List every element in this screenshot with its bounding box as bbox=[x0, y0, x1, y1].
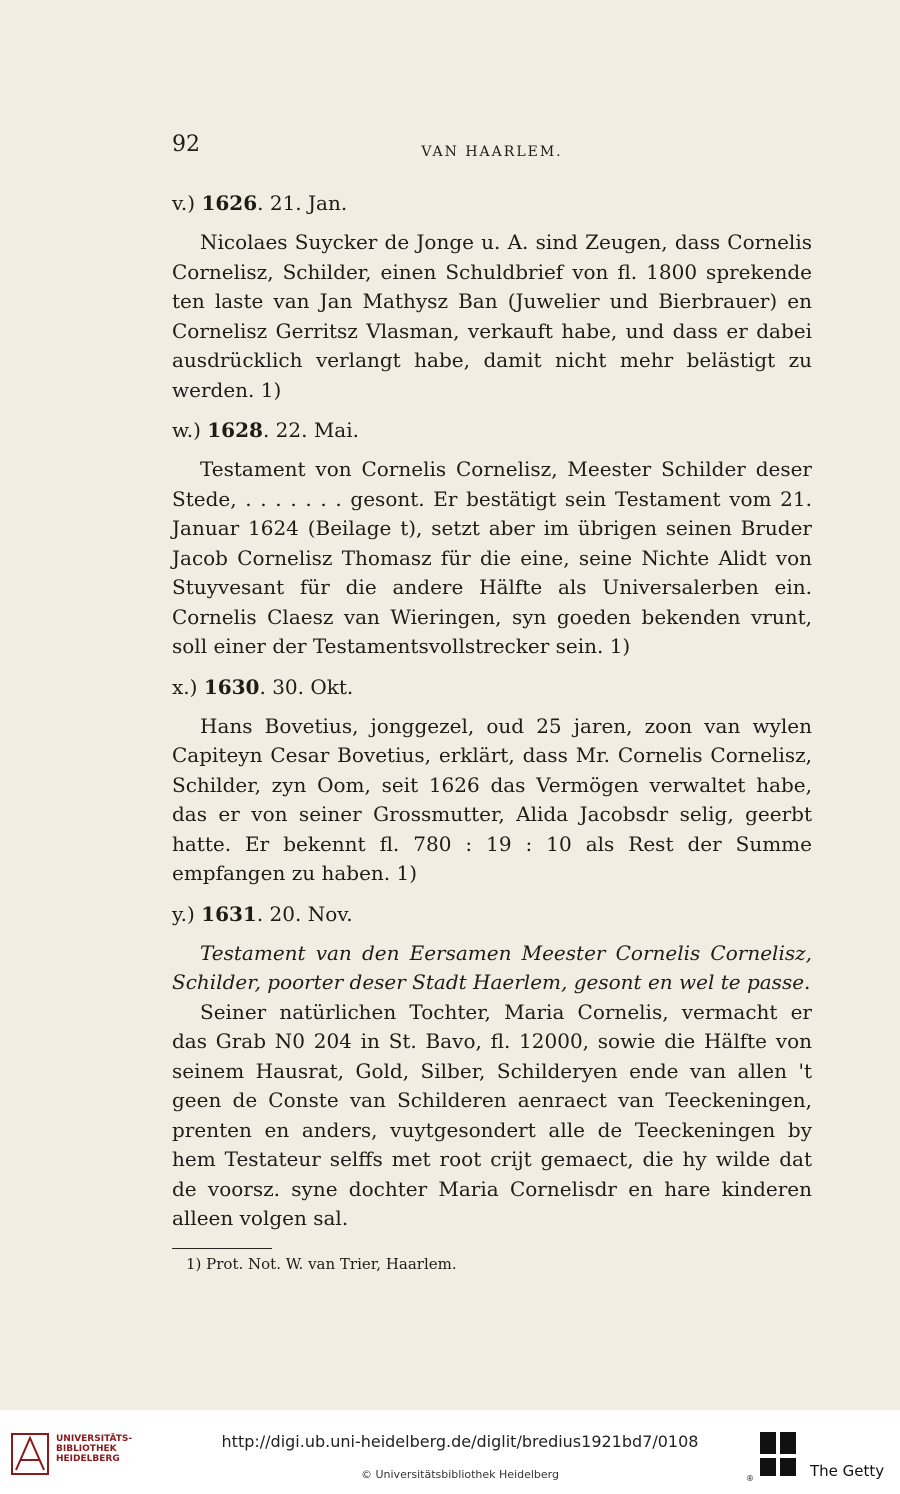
entry-heading: y.) 1631. 20. Nov. bbox=[172, 901, 353, 926]
entry-paragraph: Seiner natürlichen Tochter, Maria Cornelis, vermacht er das Grab N0 204 in St. Bavo, fl. 12000, sowie die Hälfte von seinem Hausrat, Gold, Silber, Schilderyen ende van allen 't geen de Conste van Schilderen aenraect van Teeckeningen, prenten en anders, vuytgesondert alle de Teeckeningen by hem Testateur selffs met root crijt gemaect, die hy wilde dat de voorsz. syne dochter Maria Cornelisdr en hare kinderen alleen volgen sal. bbox=[172, 999, 812, 1230]
page-number: 92 bbox=[172, 132, 200, 157]
university-library-logo-icon bbox=[10, 1432, 50, 1476]
entry-heading: w.) 1628. 22. Mai. bbox=[172, 418, 359, 442]
copyright-notice: © Universitätsbibliothek Heidelberg bbox=[360, 1468, 559, 1481]
viewer-footer bbox=[0, 1410, 900, 1494]
footnote: 1) Prot. Not. W. van Trier, Haarlem. bbox=[186, 1254, 457, 1273]
page-header bbox=[172, 128, 812, 168]
page-body bbox=[172, 186, 812, 1273]
getty-logo-icon bbox=[758, 1430, 798, 1478]
entry-heading: x.) 1630. 30. Okt. bbox=[172, 674, 354, 699]
permalink-url[interactable]: http://digi.ub.uni-heidelberg.de/diglit/bredius1921bd7/0108 bbox=[221, 1432, 699, 1451]
registered-mark: ® bbox=[746, 1474, 754, 1483]
entry-heading: v.) 1626. 21. Jan. bbox=[172, 191, 348, 215]
entry-paragraph: Testament van den Eersamen Meester Cornelis Cornelisz, Schilder, poorter deser Stadt Haerlem, gesont en wel te passe. bbox=[172, 940, 812, 994]
running-head: VAN HAARLEM. bbox=[421, 144, 563, 160]
footnote-divider bbox=[172, 1248, 272, 1249]
entry-paragraph: Hans Bovetius, jonggezel, oud 25 jaren, zoon van wylen Capiteyn Cesar Bovetius, erklärt, dass Mr. Cornelis Cornelisz, Schilder, zyn Oom, seit 1626 das Vermögen verwaltet habe, das er von seiner Grossmutter, Alida Jacobsdr selig, geerbt hatte. Er bekennt fl. 780 : 19 : 10 als Rest der Summe empfangen zu haben. 1) bbox=[172, 713, 812, 885]
getty-name: The Getty bbox=[810, 1462, 885, 1480]
entry-paragraph: Testament von Cornelis Cornelisz, Meester Schilder deser Stede, . . . . . . . gesont. Er bestätigt sein Testament vom 21. Januar 1624 (Beilage t), setzt aber im übrigen seinen Bruder Jacob Cornelisz Thomasz für die eine, seine Nichte Alidt von Stuyvesant für die andere Hälfte als Universalerben ein. Cornelis Claesz van Wieringen, syn goeden bekenden vrunt, soll einer der Testamentsvollstrecker sein. 1) bbox=[172, 457, 812, 658]
entry-paragraph: Nicolaes Suycker de Jonge u. A. sind Zeugen, dass Cornelis Cornelisz, Schilder, einen Schuldbrief von fl. 1800 sprekende ten laste van Jan Mathysz Ban (Juwelier und Bierbrauer) en Cornelisz Gerritsz Vlasman, verkauft habe, und dass er dabei ausdrücklich verlangt habe, damit nicht mehr belästigt zu werden. 1) bbox=[172, 230, 812, 402]
library-name: UNIVERSITÄTS- BIBLIOTHEK HEIDELBERG bbox=[56, 1434, 133, 1464]
